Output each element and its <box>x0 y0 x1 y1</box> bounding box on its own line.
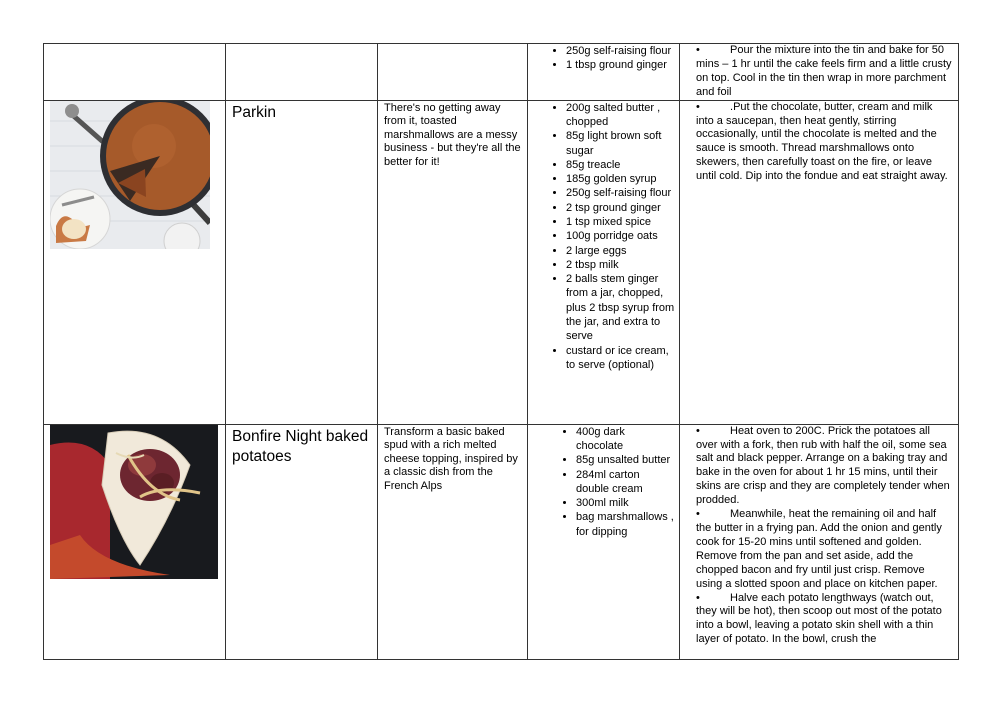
ingredient-item: • 85g light brown soft sugar <box>566 129 675 158</box>
bullet-glyph: • <box>696 44 700 56</box>
ingredient-item: • 2 balls stem ginger from a jar, chopped, plus 2 tbsp syrup from the jar, and extra to serve <box>566 272 675 343</box>
method-cell <box>680 100 959 424</box>
ingredients-cell <box>528 44 680 101</box>
recipe-name <box>226 44 377 46</box>
ingredient-item: • 85g unsalted butter <box>576 453 675 467</box>
ingredient-item: • 200g salted butter , chopped <box>566 101 675 130</box>
method-step-text: Pour the mixture into the tin and bake for 50 mins – 1 hr until the cake feels firm and a little crusty on top. Cool in the tin then wrap in more parchment and foil <box>696 44 952 98</box>
method-text <box>680 101 958 184</box>
method-step-text: Halve each potato lengthways (watch out, they will be hot), then scoop out most of the potato into a bowl, leaving a potato skin shell with a thin layer of potato. In the bowl, crush the <box>696 591 942 646</box>
recipe-table <box>43 43 959 660</box>
ingredient-item: • 185g golden syrup <box>566 172 675 186</box>
table-row <box>44 424 959 659</box>
recipe-name: Parkin <box>232 103 276 121</box>
bullet-glyph: • <box>696 100 700 113</box>
ingredient-item: • 1 tsp mixed spice <box>566 215 675 229</box>
ingredient-item: • 85g treacle <box>566 158 675 172</box>
ingredient-item: • 250g self-raising flour <box>566 186 675 200</box>
ingredient-item: • 250g self-raising flour <box>566 44 675 58</box>
ingredients-cell <box>528 424 680 659</box>
bullet-glyph: • <box>696 508 700 521</box>
method-step-text: Meanwhile, heat the remaining oil and half the butter in a frying pan. Add the onion and gently cook for 15-20 mins until softened and golden. Remove from the pan and set aside, add the chopped bacon and fry until just crisp. Remove using a slotted spoon and place on kitchen paper. <box>696 508 942 590</box>
image-cell <box>44 44 226 101</box>
ingredient-item: • 2 large eggs <box>566 244 675 258</box>
method-cell <box>680 424 959 659</box>
method-step <box>696 592 952 648</box>
ingredients-cell <box>528 100 680 424</box>
method-cell <box>680 44 959 101</box>
ingredient-item: • 400g dark chocolate <box>576 425 675 454</box>
ingredient-item: • 100g porridge oats <box>566 229 675 243</box>
method-step-text: Heat oven to 200C. Prick the potatoes all over with a fork, then rub with half the oil, some sea salt and black pepper. Arrange on a baking tray and bake in the oven for about 1 hr 15 mins, until their skins are crisp and they are completely tender when prodded. <box>696 424 950 507</box>
method-step <box>696 44 952 100</box>
ingredient-item: • 300ml milk <box>576 496 675 510</box>
baked-potato-photo <box>50 425 218 579</box>
ingredient-item: • 284ml carton double cream <box>576 468 675 497</box>
ingredient-item: • 2 tbsp milk <box>566 258 675 272</box>
ingredient-item: • 1 tbsp ground ginger <box>566 58 675 72</box>
method-step-text: Put the chocolate, butter, cream and milk into a saucepan, then heat gently, stirring occasionally, until the chocolate is melted and the sauce is smooth. Thread marshmallows onto skewers, then carefully toast on the fire, or leave until cold. Dip into the fondue and eat straight away. <box>696 100 948 183</box>
method-text <box>680 44 958 100</box>
ingredient-item: • custard or ice cream, to serve (optional) <box>566 344 675 373</box>
image-cell <box>44 424 226 659</box>
table-row <box>44 44 959 101</box>
recipe-name-cell <box>226 44 378 101</box>
method-step <box>696 508 952 591</box>
image-cell <box>44 100 226 424</box>
recipe-name: Bonfire Night baked potatoes <box>232 427 369 465</box>
recipe-name-cell <box>226 100 378 424</box>
ingredient-list <box>528 425 679 539</box>
description-cell <box>378 424 528 659</box>
method-step <box>696 425 952 508</box>
parkin-photo <box>50 101 210 249</box>
table-row <box>44 100 959 424</box>
ingredient-item: • bag marshmallows , for dipping <box>576 510 675 539</box>
ingredient-item: • 2 tsp ground ginger <box>566 201 675 215</box>
ingredient-list <box>528 44 679 73</box>
description-cell <box>378 100 528 424</box>
recipe-description <box>378 44 527 45</box>
recipe-description: There's no getting away from it, toasted marshmallows are a messy business - but they're all the better for it! <box>384 101 521 168</box>
method-text <box>680 425 958 648</box>
method-step <box>696 101 952 184</box>
recipe-name-cell <box>226 424 378 659</box>
description-cell <box>378 44 528 101</box>
bullet-glyph: • <box>696 424 700 437</box>
method-prefix: . <box>730 100 734 113</box>
recipe-description: Transform a basic baked spud with a rich melted cheese topping, inspired by a classic dish from the French Alps <box>384 425 518 492</box>
ingredient-list <box>528 101 679 373</box>
bullet-glyph: • <box>696 591 700 604</box>
